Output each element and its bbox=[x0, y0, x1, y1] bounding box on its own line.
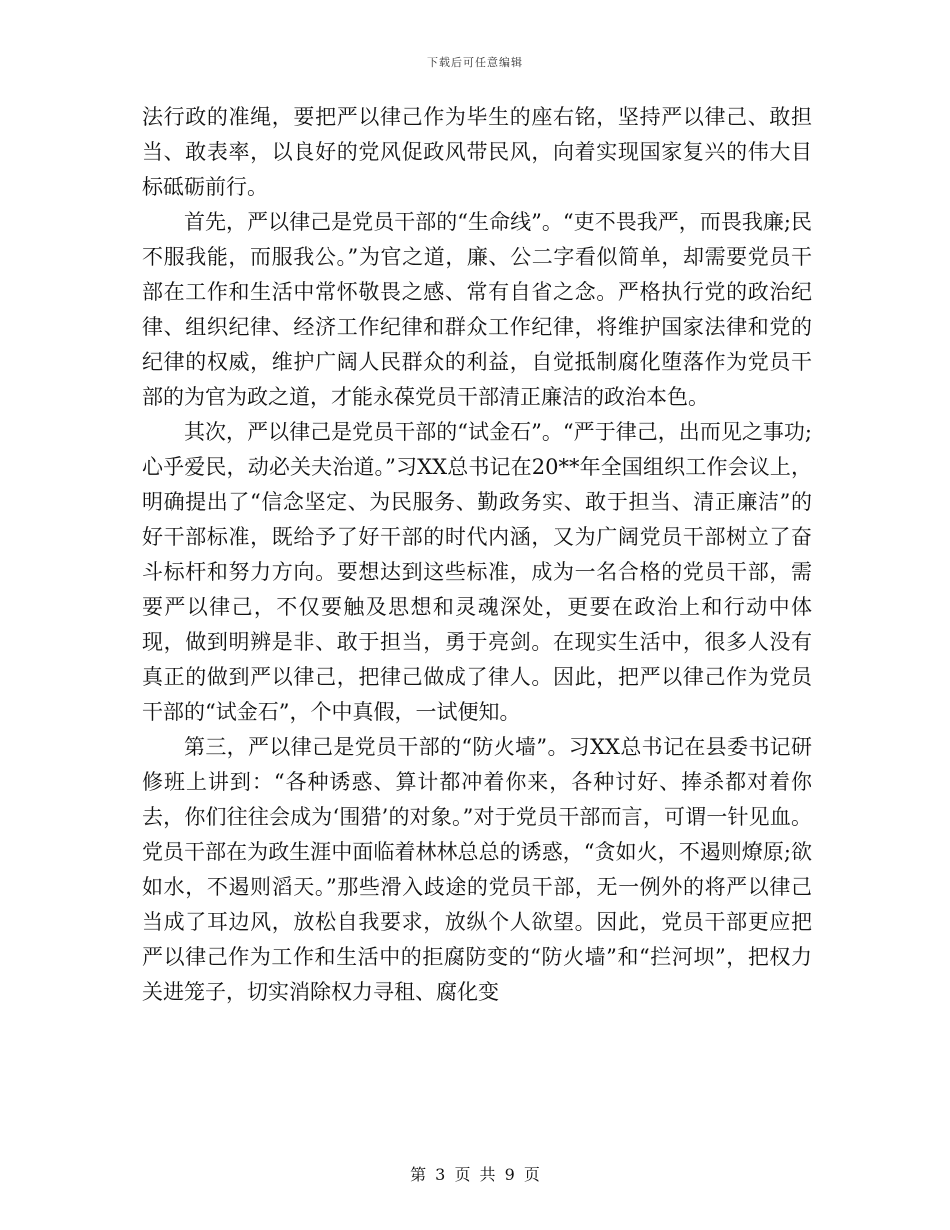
paragraph-third: 第三，严以律己是党员干部的“防火墙”。习XX总书记在县委书记研修班上讲到：“各种诱惑、算计都冲着你来，各种讨好、捧杀都对着你去，你们往往会成为‘围猎’的对象。”对于党员干部而言，可谓一针见血。党员干部在为政生涯中面临着林林总总的诱惑，“贪如火，不遏则燎原;欲如水，不遏则滔天。”那些滑入歧途的党员干部，无一例外的将严以律己当成了耳边风，放松自我要求，放纵个人欲望。因此，党员干部更应把严以律己作为工作和生活中的拒腐防变的“防火墙”和“拦河坝”，把权力关进笼子，切实消除权力寻租、腐化变 bbox=[142, 735, 812, 1004]
paragraph-second: 其次，严以律己是党员干部的“试金石”。“严于律己，出而见之事功;心乎爱民，动必关夫治道。”习XX总书记在20**年全国组织工作会议上，明确提出了“信念坚定、为民服务、勤政务实、敢于担当、清正廉洁”的好干部标准，既给予了好干部的时代内涵，又为广阔党员干部树立了奋斗标杆和努力方向。要想达到这些标准，成为一名合格的党员干部，需要严以律己，不仅要触及思想和灵魂深处，更要在政治上和行动中体现，做到明辨是非、敢于担当，勇于亮剑。在现实生活中，很多人没有真正的做到严以律己，把律己做成了律人。因此，把严以律己作为党员干部的“试金石”，个中真假，一试便知。 bbox=[142, 420, 812, 724]
paragraph-continuation: 法行政的准绳，要把严以律己作为毕生的座右铭，坚持严以律己、敢担当、敢表率，以良好的党风促政风带民风，向着实现国家复兴的伟大目标砥砺前行。 bbox=[142, 105, 812, 199]
paragraph-first: 首先，严以律己是党员干部的“生命线”。“吏不畏我严，而畏我廉;民不服我能，而服我公。”为官之道，廉、公二字看似简单，却需要党员干部在工作和生活中常怀敬畏之感、常有自省之念。严格执行党的政治纪律、组织纪律、经济工作纪律和群众工作纪律，将维护国家法律和党的纪律的权威，维护广阔人民群众的利益，自觉抵制腐化堕落作为党员干部的为官为政之道，才能永葆党员干部清正廉洁的政治本色。 bbox=[142, 210, 812, 409]
document-body bbox=[142, 100, 812, 1010]
page-footer: 第 3 页 共 9 页 bbox=[410, 1165, 540, 1184]
page-header: 下载后可任意编辑 bbox=[427, 56, 523, 69]
